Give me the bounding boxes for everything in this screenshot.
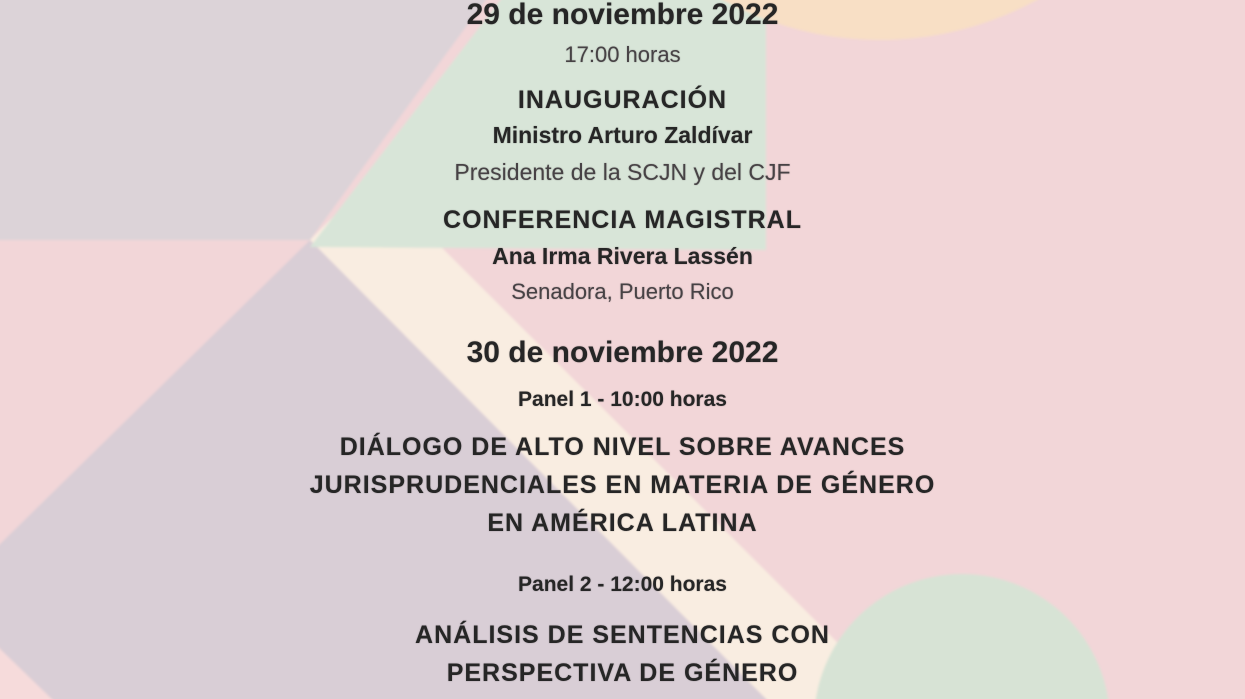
panel-2-label: Panel 2 - 12:00 horas [518, 573, 727, 596]
speaker-role-inauguracion: Presidente de la SCJN y del CJF [454, 159, 791, 185]
event-time-day1: 17:00 horas [564, 42, 681, 67]
session-title-inauguracion: INAUGURACIÓN [517, 86, 728, 114]
panel-1-title-line-3: EN AMÉRICA LATINA [487, 509, 758, 537]
session-title-conferencia: CONFERENCIA MAGISTRAL [443, 206, 802, 234]
event-date-day2: 30 de noviembre 2022 [466, 336, 779, 369]
panel-2-title-line-1: ANÁLISIS DE SENTENCIAS CON [415, 621, 830, 649]
event-date-day1: 29 de noviembre 2022 [466, 0, 779, 31]
speaker-name-conferencia: Ana Irma Rivera Lassén [492, 243, 753, 269]
panel-1-title-line-2: JURISPRUDENCIALES EN MATERIA DE GÉNERO [309, 471, 936, 499]
panel-1-label: Panel 1 - 10:00 horas [518, 388, 727, 411]
speaker-role-conferencia: Senadora, Puerto Rico [511, 279, 734, 304]
speaker-name-inauguracion: Ministro Arturo Zaldívar [492, 122, 753, 148]
panel-1-title-line-1: DIÁLOGO DE ALTO NIVEL SOBRE AVANCES [339, 433, 906, 461]
panel-2-title-line-2: PERSPECTIVA DE GÉNERO [446, 659, 799, 687]
